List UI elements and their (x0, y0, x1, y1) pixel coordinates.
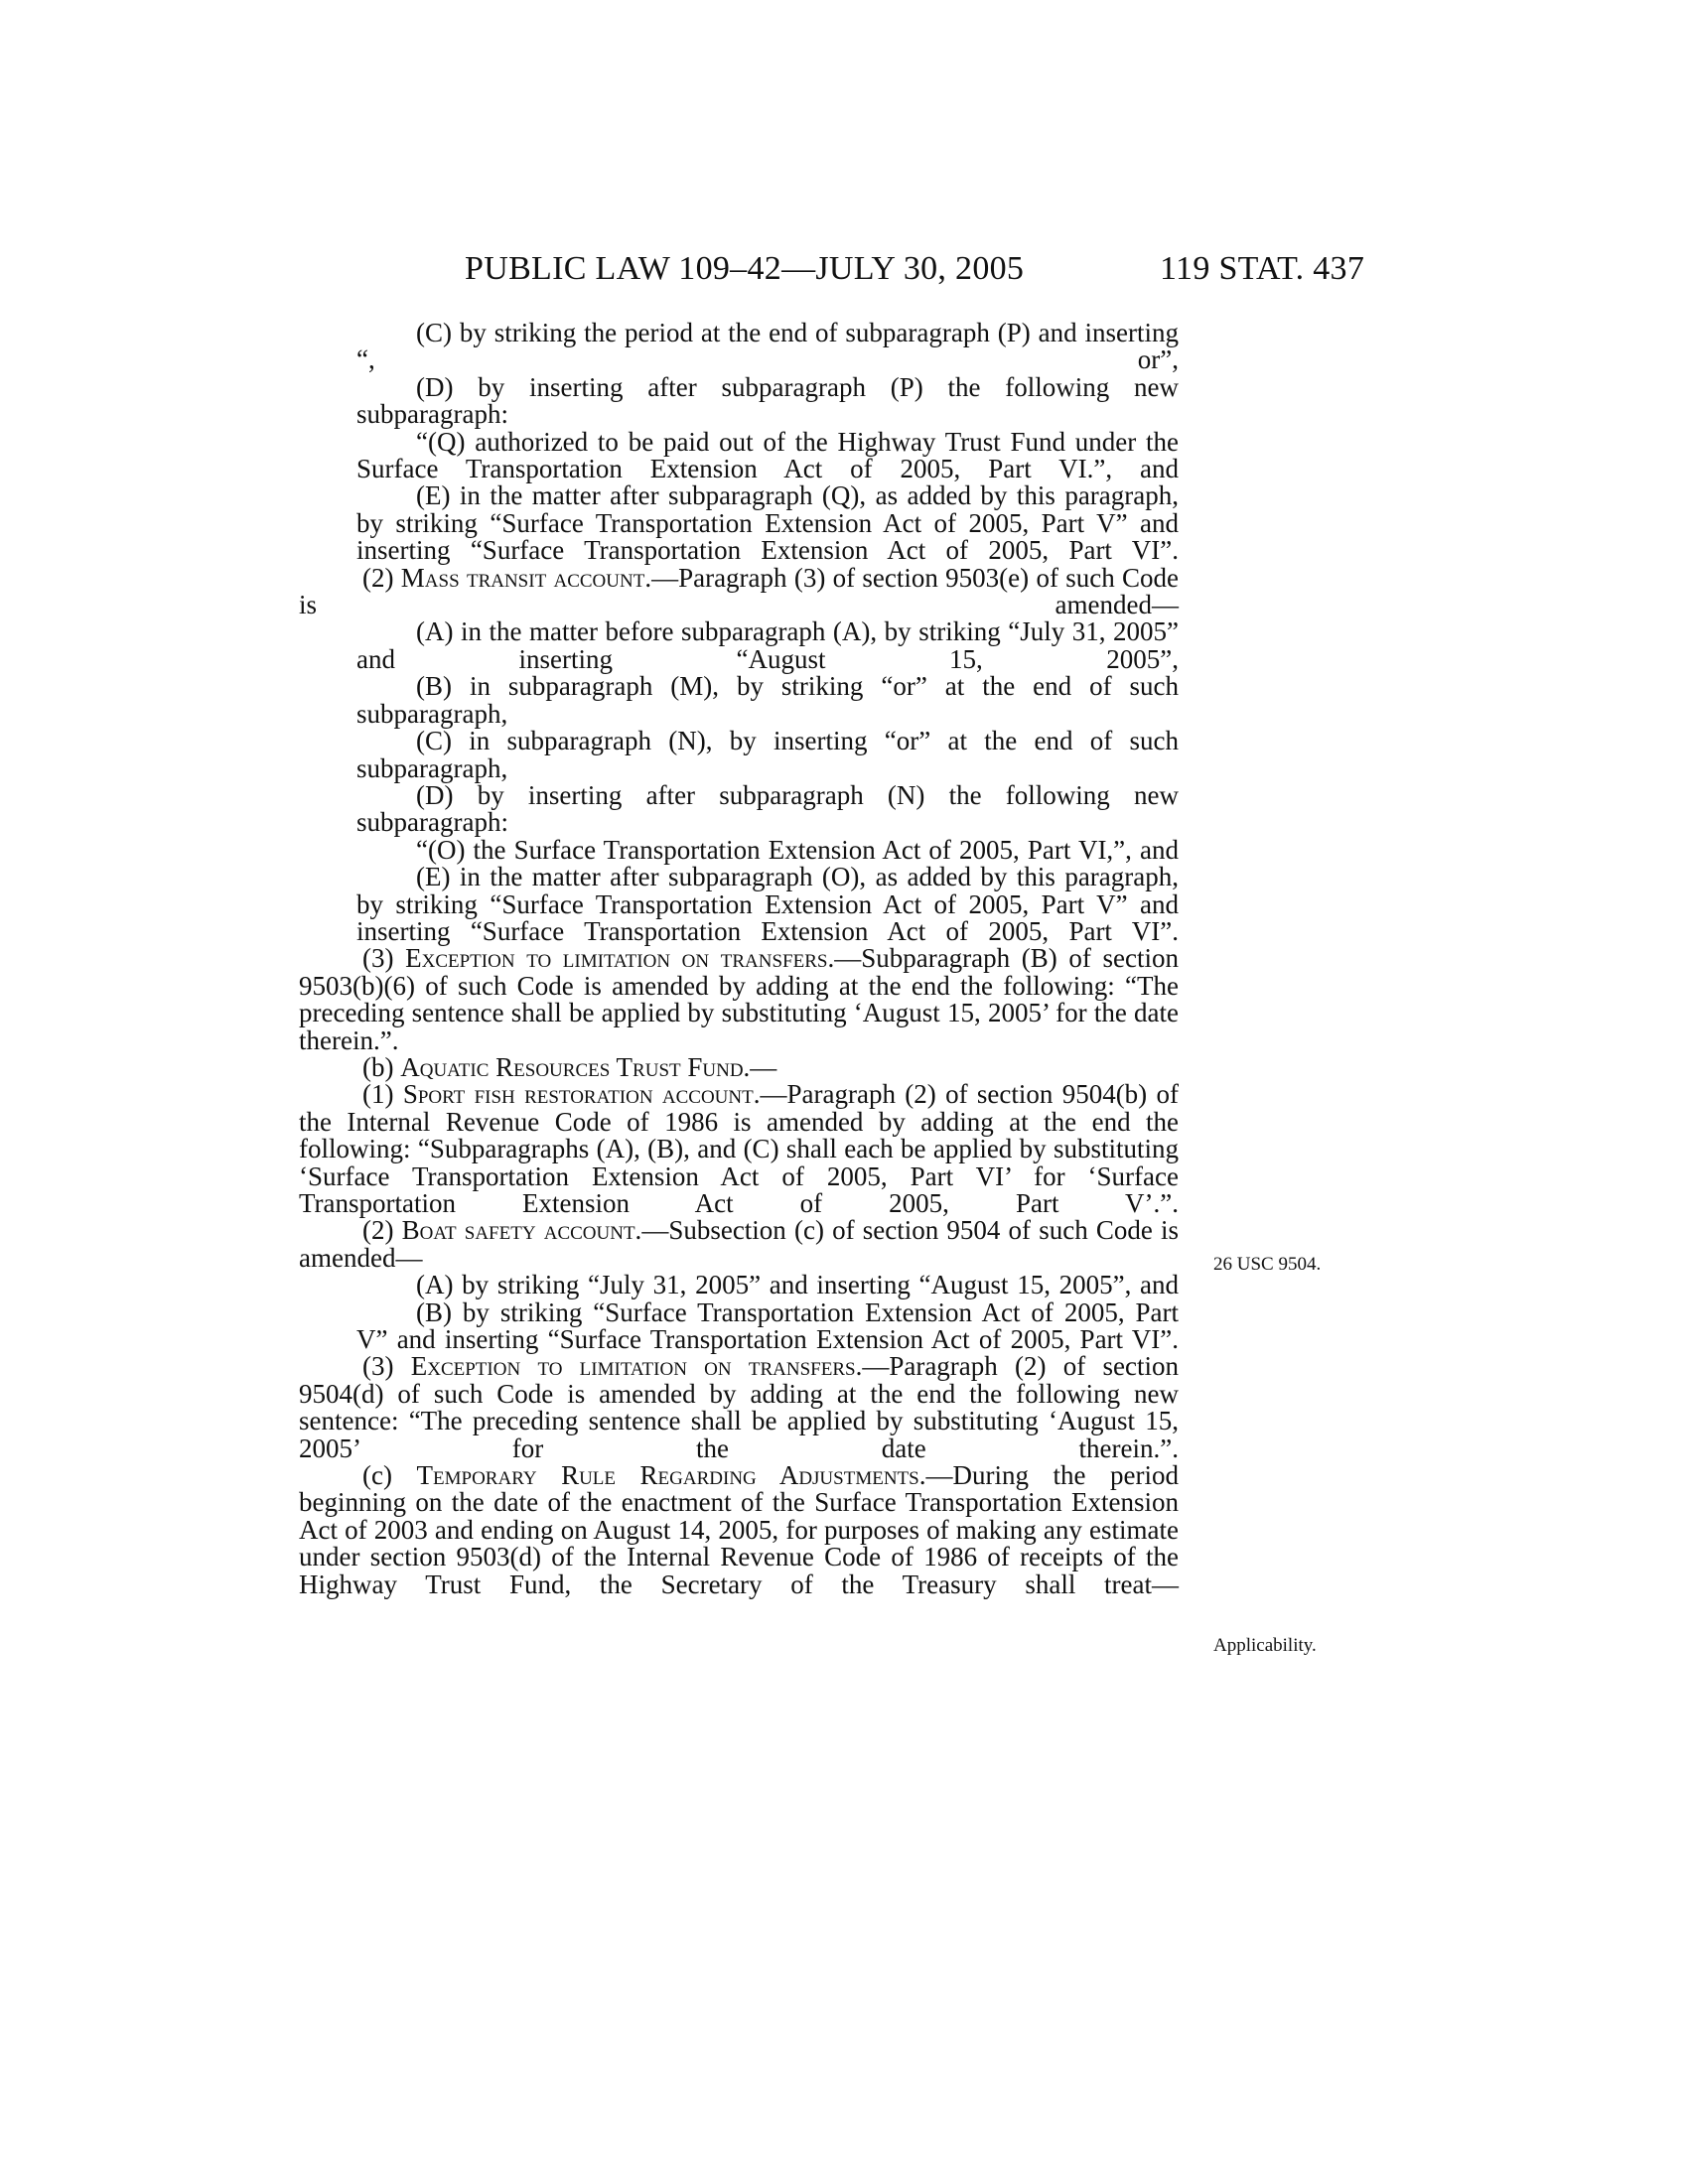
paragraph-3-number: (3) (362, 943, 406, 974)
clause-c: (C) by striking the period at the end of subparagraph (P) and inserting “, or”, (356, 318, 1179, 375)
paragraph-b2-text: —Subsection (c) of section 9504 of such Code is amended— (299, 1215, 1180, 1273)
paragraph-b1-heading: Sport fish restoration account. (402, 1079, 761, 1110)
paragraph-b3-text: —Paragraph (2) of section 9504(d) of such Code is amended by adding at the end the following new sentence: “The preceding sentence shall be applied by substituting ‘August 15, 2005’ for the date therein.”. (299, 1351, 1180, 1463)
subsection-c-number: (c) (362, 1460, 417, 1491)
body-text (299, 320, 1179, 1598)
subsection-c-heading: Temporary Rule Regarding Adjustments. (416, 1460, 926, 1491)
paragraph-b2-number: (2) (362, 1215, 402, 1246)
paragraph-3 (299, 945, 1179, 1054)
paragraph-2-heading: Mass transit account. (400, 562, 652, 593)
clause-2d: (D) by inserting after subparagraph (N) the following new subparagraph: (356, 779, 1179, 838)
clause-2a: (A) in the matter before subparagraph (A), by striking “July 31, 2005” and inserting “August 15, 2005”, (356, 616, 1179, 674)
clause-d: (D) by inserting after subparagraph (P) the following new subparagraph: (356, 371, 1179, 430)
paragraph-3-text: —Subparagraph (B) of section 9503(b)(6) of such Code is amended by adding at the end the following: “The preceding sentence shall be applied by substituting ‘August 15, 2005’ for the date therein.”. (299, 943, 1180, 1055)
quoted-subparagraph-q: “(Q) authorized to be paid out of the Highway Trust Fund under the Surface Transportation Extension Act of 2005, Part VI.”, and (356, 426, 1179, 484)
paragraph-2 (299, 562, 1180, 620)
subsection-b-text: — (750, 1051, 777, 1082)
margin-note-usc-citation: 26 USC 9504. (1213, 1254, 1322, 1275)
clause-b2a: (A) by striking “July 31, 2005” and inserting “August 15, 2005”, and (416, 1270, 1179, 1300)
quoted-subparagraph-o: “(O) the Surface Transportation Extension Act of 2005, Part VI,”, and (416, 834, 1179, 865)
clause-2c: (C) in subparagraph (N), by inserting “or” at the end of such subparagraph, (356, 726, 1179, 783)
page-stat-number: 119 STAT. 437 (1160, 250, 1365, 287)
paragraph-b3-number: (3) (362, 1351, 411, 1382)
paragraph-2-number: (2) (362, 562, 401, 593)
paragraph-b1-number: (1) (362, 1079, 403, 1110)
paragraph-b3 (299, 1353, 1179, 1462)
running-header-title: PUBLIC LAW 109–42—JULY 30, 2005 (465, 250, 1025, 287)
margin-note-applicability: Applicability. (1213, 1635, 1317, 1656)
subsection-c (299, 1462, 1179, 1598)
clause-e: (E) in the matter after subparagraph (Q), as added by this paragraph, by striking “Surface Transportation Extension Act of 2005, Part V” and inserting “Surface Transportation Extension Act of 2005, Part VI”. (356, 480, 1179, 566)
subsection-b-number: (b) (362, 1051, 401, 1082)
clause-2b: (B) in subparagraph (M), by striking “or” at the end of such subparagraph, (356, 671, 1179, 729)
paragraph-b3-heading: Exception to limitation on transfers. (410, 1351, 863, 1382)
paragraph-b2-heading: Boat safety account. (401, 1215, 642, 1246)
paragraph-2-text: —Paragraph (3) of section 9503(e) of such Code is amended— (299, 562, 1180, 620)
paragraph-3-heading: Exception to limitation on transfers. (405, 943, 835, 974)
subsection-c-text: —During the period beginning on the date of the enactment of the Surface Transportation Extension Act of 2003 and ending on August 14, 2005, for purposes of making any estimate under section 9503(d) of the Internal Revenue Code of 1986 of receipts of the Highway Trust Fund, the Secretary of the Treasury shall treat— (299, 1460, 1180, 1599)
subsection-b (299, 1051, 1179, 1082)
paragraph-b1-text: —Paragraph (2) of section 9504(b) of the Internal Revenue Code of 1986 is amended by adding at the end the following: “Subparagraphs (A), (B), and (C) shall each be applied by substituting ‘Surface Transportation Extension Act of 2005, Part VI’ for ‘Surface Transportation Extension Act of 2005, Part V’.”. (299, 1079, 1179, 1218)
paragraph-b1 (299, 1081, 1179, 1217)
paragraph-b2 (299, 1217, 1179, 1272)
clause-b2b: (B) by striking “Surface Transportation Extension Act of 2005, Part V” and inserting “Surface Transportation Extension Act of 2005, Part VI”. (356, 1297, 1179, 1355)
clause-2e: (E) in the matter after subparagraph (O), as added by this paragraph, by striking “Surface Transportation Extension Act of 2005, Part V” and inserting “Surface Transportation Extension Act of 2005, Part VI”. (356, 862, 1179, 946)
subsection-b-heading: Aquatic Resources Trust Fund. (400, 1051, 751, 1082)
